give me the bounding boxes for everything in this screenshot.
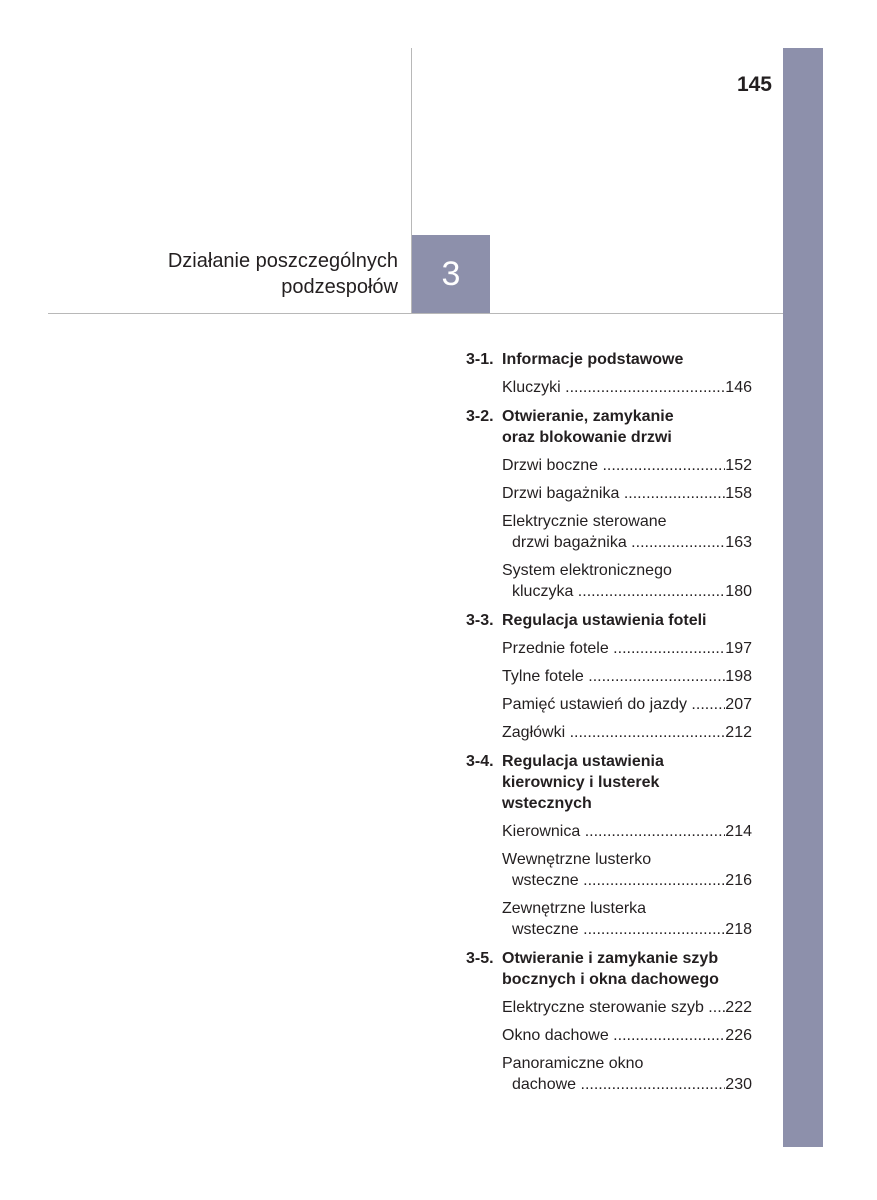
toc-entry-title: Kierownica .....: [502, 821, 725, 842]
toc-entry-title: Zagłówki .....: [502, 722, 725, 743]
toc-section-number: 3-3.: [466, 612, 494, 629]
chapter-number: 3: [441, 254, 461, 293]
toc-entry-leader-line: [502, 532, 752, 553]
toc-entry-leader-line: [502, 919, 752, 940]
page-number: 145: [736, 73, 772, 96]
toc-entry-title: wsteczne .....: [512, 870, 725, 891]
toc-entry[interactable]: [502, 511, 752, 553]
toc-entry-page: 222: [725, 999, 752, 1016]
toc-entry[interactable]: [502, 722, 752, 743]
toc-entry-leader-line: [502, 581, 752, 602]
toc-entry-leader-line: [502, 722, 752, 743]
toc-entry-page: 180: [725, 583, 752, 600]
toc-entry[interactable]: [502, 997, 752, 1018]
toc-section-heading[interactable]: [466, 610, 752, 631]
toc-entry-title: Kluczyki .....: [502, 377, 725, 398]
toc-section: [466, 406, 752, 602]
toc-section-title: [502, 751, 752, 814]
toc-entry-page: 163: [725, 534, 752, 551]
toc-section-title: [502, 349, 752, 370]
toc-entry-leader-line: [502, 821, 752, 842]
toc-entry-leader-line: [502, 694, 752, 715]
toc-entry-title: kluczyka .....: [512, 581, 725, 602]
toc-entry-page: 158: [725, 485, 752, 502]
toc-entry[interactable]: [502, 483, 752, 504]
toc-section-heading[interactable]: [466, 349, 752, 370]
toc-section-title-line: bocznych i okna dachowego: [502, 971, 719, 988]
toc-entry-line: Elektrycznie sterowane: [502, 513, 667, 530]
toc-entry[interactable]: [502, 898, 752, 940]
toc-entry-page: 230: [725, 1076, 752, 1093]
toc-entry-leader-line: [502, 455, 752, 476]
toc-section: [466, 948, 752, 1095]
toc-section: [466, 610, 752, 743]
horizontal-divider: [48, 313, 784, 314]
toc-entry-page: 197: [725, 640, 752, 657]
toc-entry-line: Wewnętrzne lusterko: [502, 851, 652, 868]
toc-entry-page: 212: [725, 724, 752, 741]
toc-section-heading[interactable]: [466, 751, 752, 814]
toc-section-number: 3-5.: [466, 950, 494, 967]
toc-entry-leader-line: [502, 870, 752, 891]
toc-entry-leader-line: [502, 638, 752, 659]
toc-entry[interactable]: [502, 1025, 752, 1046]
toc-entry-title: Drzwi bagażnika .....: [502, 483, 725, 504]
chapter-title-line: Działanie poszczególnych: [167, 250, 398, 272]
toc-entry-page: 198: [725, 668, 752, 685]
toc-entry-title: Przednie fotele .....: [502, 638, 725, 659]
toc-entry[interactable]: [502, 849, 752, 891]
toc-section-title-line: Regulacja ustawienia foteli: [502, 612, 707, 629]
toc-entry[interactable]: [502, 821, 752, 842]
toc-section-title-line: wstecznych: [502, 795, 592, 812]
chapter-number-box: [412, 235, 490, 313]
toc-entry-page: 146: [725, 379, 752, 396]
toc-entry[interactable]: [502, 666, 752, 687]
toc-entry[interactable]: [502, 560, 752, 602]
toc-entry[interactable]: [502, 694, 752, 715]
toc-entry-line: System elektronicznego: [502, 562, 672, 579]
toc-entry-page: 207: [725, 696, 752, 713]
toc-entry[interactable]: [502, 377, 752, 398]
table-of-contents: [466, 349, 752, 1095]
toc-entry-page: 216: [725, 872, 752, 889]
toc-entry-leader-line: [502, 483, 752, 504]
toc-entry-title: Tylne fotele .....: [502, 666, 725, 687]
toc-entry-line: Zewnętrzne lusterka: [502, 900, 647, 917]
toc-entry-page: 152: [725, 457, 752, 474]
toc-entry-line: Panoramiczne okno: [502, 1055, 644, 1072]
toc-section-title-line: Regulacja ustawienia: [502, 753, 664, 770]
toc-section-title-line: Otwieranie, zamykanie: [502, 408, 674, 425]
toc-entry-leader-line: [502, 1025, 752, 1046]
toc-section-title-line: oraz blokowanie drzwi: [502, 429, 672, 446]
toc-entry-title: Pamięć ustawień do jazdy .....: [502, 694, 725, 715]
toc-entry-title: wsteczne .....: [512, 919, 725, 940]
toc-entry-title: Okno dachowe .....: [502, 1025, 725, 1046]
toc-section-number: 3-1.: [466, 351, 494, 368]
chapter-title-line: podzespołów: [281, 276, 398, 298]
toc-entry-title: Elektryczne sterowanie szyb .....: [502, 997, 725, 1018]
toc-entry-page: 226: [725, 1027, 752, 1044]
toc-section-title-line: Informacje podstawowe: [502, 351, 684, 368]
toc-entry-leader-line: [502, 377, 752, 398]
toc-section-title: [502, 948, 752, 990]
toc-section-title-line: kierownicy i lusterek: [502, 774, 660, 791]
chapter-side-tab: [783, 48, 823, 1147]
toc-entry-title: drzwi bagażnika .....: [512, 532, 725, 553]
toc-section-title-line: Otwieranie i zamykanie szyb: [502, 950, 719, 967]
toc-section-heading[interactable]: [466, 948, 752, 990]
toc-entry-leader-line: [502, 997, 752, 1018]
toc-entry-page: 218: [725, 921, 752, 938]
toc-entry[interactable]: [502, 638, 752, 659]
toc-section-number: 3-2.: [466, 408, 494, 425]
toc-section-title: [502, 610, 752, 631]
toc-entry-title: dachowe .....: [512, 1074, 725, 1095]
toc-entry-leader-line: [502, 1074, 752, 1095]
toc-entry-title: Drzwi boczne .....: [502, 455, 725, 476]
toc-entry-leader-line: [502, 666, 752, 687]
toc-entry[interactable]: [502, 1053, 752, 1095]
toc-section: [466, 349, 752, 398]
toc-entry-page: 214: [725, 823, 752, 840]
toc-section: [466, 751, 752, 940]
toc-section-title: [502, 406, 752, 448]
chapter-title: [168, 248, 398, 300]
toc-section-heading[interactable]: [466, 406, 752, 448]
toc-section-number: 3-4.: [466, 753, 494, 770]
toc-entry[interactable]: [502, 455, 752, 476]
